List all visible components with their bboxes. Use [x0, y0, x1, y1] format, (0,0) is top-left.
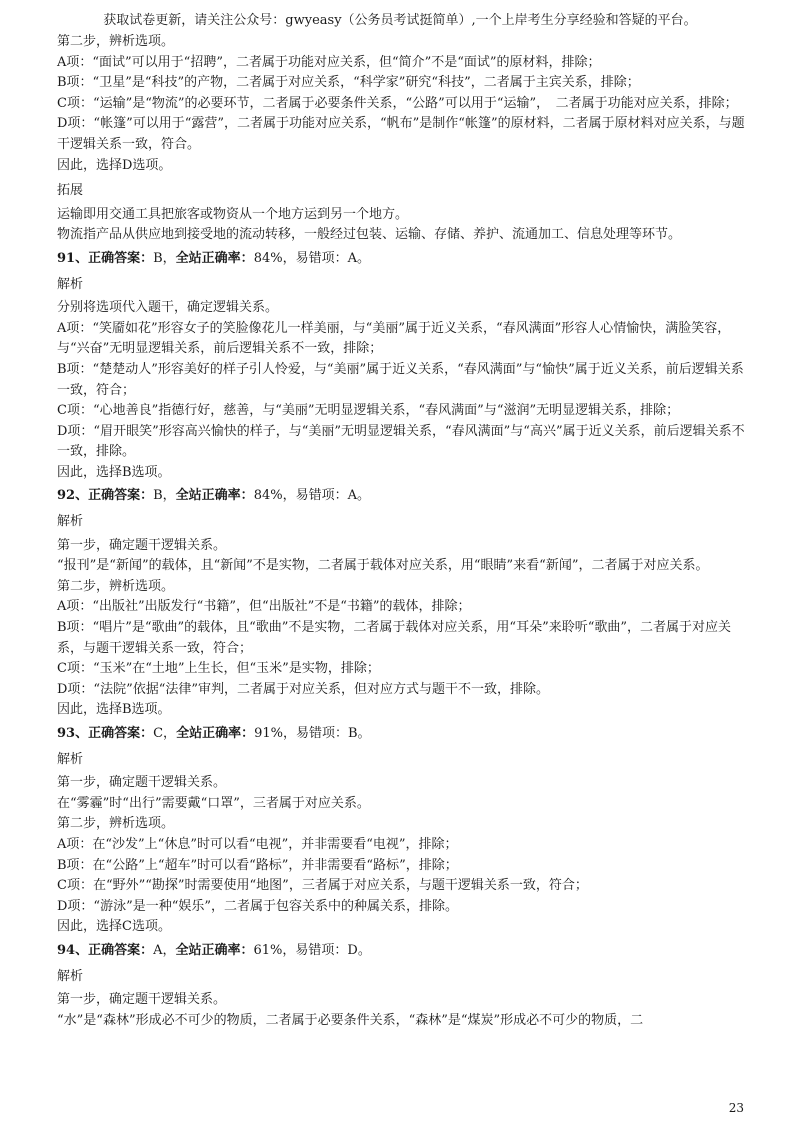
text-line: D项：“帐篷”可以用于“露营”，二者属于功能对应关系，“帆布”是制作“帐篷”的原材料，二者属于原材料对应关系，与题干逻辑关系一致，符合。 — [57, 116, 745, 152]
document-body — [57, 32, 752, 1031]
text-line: 第二步，辨析选项。 — [57, 816, 175, 832]
rate-label: 全站正确率： — [175, 942, 254, 958]
question-91 — [57, 249, 752, 484]
page-number: 23 — [728, 1101, 744, 1115]
question-number: 93、 — [57, 726, 89, 741]
text-line: A项：“出版社”出版发行“书籍”，但“出版社”不是“书籍”的载体，排除； — [57, 599, 471, 615]
text-line: 分别将选项代入题干，确定逻辑关系。 — [57, 300, 279, 316]
answer-value: C， — [153, 726, 177, 741]
answer-label: 正确答案： — [88, 942, 154, 958]
text-line: “水”是“森林”形成必不可少的物质，二者属于必要条件关系，“森林”是“煤炭”形成必不可少的物质，二 — [57, 1012, 644, 1028]
question-92 — [57, 486, 752, 721]
text-line: 第一步，确定题干逻辑关系。 — [57, 775, 227, 791]
rate-label: 全站正确率： — [175, 250, 254, 266]
answer-value: B， — [153, 488, 176, 504]
text-line: 第一步，确定题干逻辑关系。 — [57, 537, 227, 553]
question-number: 91、 — [57, 250, 89, 266]
text-line: 因此，选择B选项。 — [57, 702, 171, 718]
question-94 — [57, 941, 752, 1031]
text-line: 因此，选择C选项。 — [57, 919, 171, 935]
text-line: A项：在“沙发”上“休息”时可以看“电视”，并非需要看“电视”，排除； — [57, 836, 458, 852]
answer-line — [57, 486, 752, 507]
analysis-label: 解析 — [57, 514, 84, 530]
analysis-label: 解析 — [57, 276, 84, 292]
text-line: 运输即用交通工具把旅客或物资从一个地方运到另一个地方。 — [57, 206, 409, 222]
rate-value: 61%，易错项：D。 — [253, 942, 371, 958]
rate-label: 全站正确率： — [175, 488, 254, 504]
question-number: 94、 — [57, 942, 89, 958]
question-number: 92、 — [57, 488, 89, 504]
answer-label: 正确答案： — [88, 488, 154, 504]
text-line: B项：“唱片”是“歌曲”的载体，且“歌曲”不是实物，二者属于载体对应关系，用“耳朵”来聆听“歌曲”，二者属于对应关系，与题干逻辑关系一致，符合； — [57, 620, 732, 656]
rate-label: 全站正确率： — [176, 726, 255, 741]
text-line: 在“雾霾”时“出行”需要戴“口罩”，三者属于对应关系。 — [57, 795, 370, 811]
text-line: D项：“法院”依据“法律”审判，二者属于对应关系，但对应方式与题干不一致，排除。 — [57, 681, 550, 697]
answer-label: 正确答案： — [88, 250, 154, 266]
analysis-label: 解析 — [57, 751, 84, 767]
text-line: 第二步，辨析选项。 — [57, 578, 175, 594]
text-line: B项：“卫星”是“科技”的产物，二者属于对应关系，“科学家”研究“科技”，二者属于主宾关系，排除； — [57, 75, 640, 91]
question-93 — [57, 724, 752, 938]
text-line: C项：“玉米”在“土地”上生长，但“玉米”是实物，排除； — [57, 661, 380, 677]
rate-value: 84%，易错项：A。 — [253, 250, 370, 266]
extension-label: 拓展 — [57, 183, 84, 199]
text-line: 因此，选择D选项。 — [57, 157, 172, 173]
text-line: A项：“笑靥如花”形容女子的笑脸像花儿一样美丽，与“美丽”属于近义关系，“春风满面”形容人心情愉快，满脸笑容，与“兴奋”无明显逻辑关系，前后逻辑关系不一致，排除； — [57, 320, 731, 357]
text-line: “报刊”是“新闻”的载体，且“新闻”不是实物，二者属于载体对应关系，用“眼睛”来看“新闻”，二者属于对应关系。 — [57, 558, 709, 574]
text-line: 物流指产品从供应地到接受地的流动转移，一般经过包装、运输、存储、养护、流通加工、信息处理等环节。 — [57, 227, 682, 243]
text-line: C项：“心地善良”指德行好，慈善，与“美丽”无明显逻辑关系，“春风满面”与“滋润”无明显逻辑关系，排除； — [57, 403, 680, 419]
answer-value: B， — [153, 250, 176, 266]
rate-value: 84%，易错项：A。 — [253, 488, 370, 504]
page-header: 获取试卷更新，请关注公众号：gwyeasy（公务员考试挺简单）,一个上岸考生分享经验和答疑的平台。 — [103, 13, 697, 28]
answer-line — [57, 941, 752, 962]
answer-line — [57, 249, 752, 270]
text-line: D项：“游泳”是一种“娱乐”，二者属于包容关系中的种属关系，排除。 — [57, 898, 459, 914]
intro-section — [57, 32, 752, 246]
text-line: C项：在“野外”“勘探”时需要使用“地图”，三者属于对应关系，与题干逻辑关系一致，符合； — [57, 878, 588, 894]
text-line: C项：“运输”是“物流”的必要环节，二者属于必要条件关系，“公路”可以用于“运输”， 二者属于功能对应关系，排除； — [57, 95, 738, 111]
text-line: B项：“楚楚动人”形容美好的样子引人怜爱，与“美丽”属于近义关系，“春风满面”与“愉快”属于近义关系，前后逻辑关系一致，符合； — [57, 361, 744, 398]
answer-value: A， — [153, 942, 176, 958]
rate-value: 91%，易错项：B。 — [254, 726, 371, 741]
text-line: 第二步，辨析选项。 — [57, 34, 175, 49]
text-line: A项：“面试”可以用于“招聘”，二者属于功能对应关系，但“简介”不是“面试”的原材料，排除； — [57, 54, 601, 70]
analysis-label: 解析 — [57, 968, 84, 984]
text-line: B项：在“公路”上“超车”时可以看“路标”，并非需要看“路标”，排除； — [57, 857, 458, 873]
answer-label: 正确答案： — [88, 726, 154, 741]
answer-line — [57, 724, 752, 745]
text-line: 因此，选择B选项。 — [57, 464, 171, 480]
text-line: 第一步，确定题干逻辑关系。 — [57, 992, 227, 1008]
text-line: D项：“眉开眼笑”形容高兴愉快的样子，与“美丽”无明显逻辑关系，“春风满面”与“高兴”属于近义关系，前后逻辑关系不一致，排除。 — [57, 423, 745, 460]
